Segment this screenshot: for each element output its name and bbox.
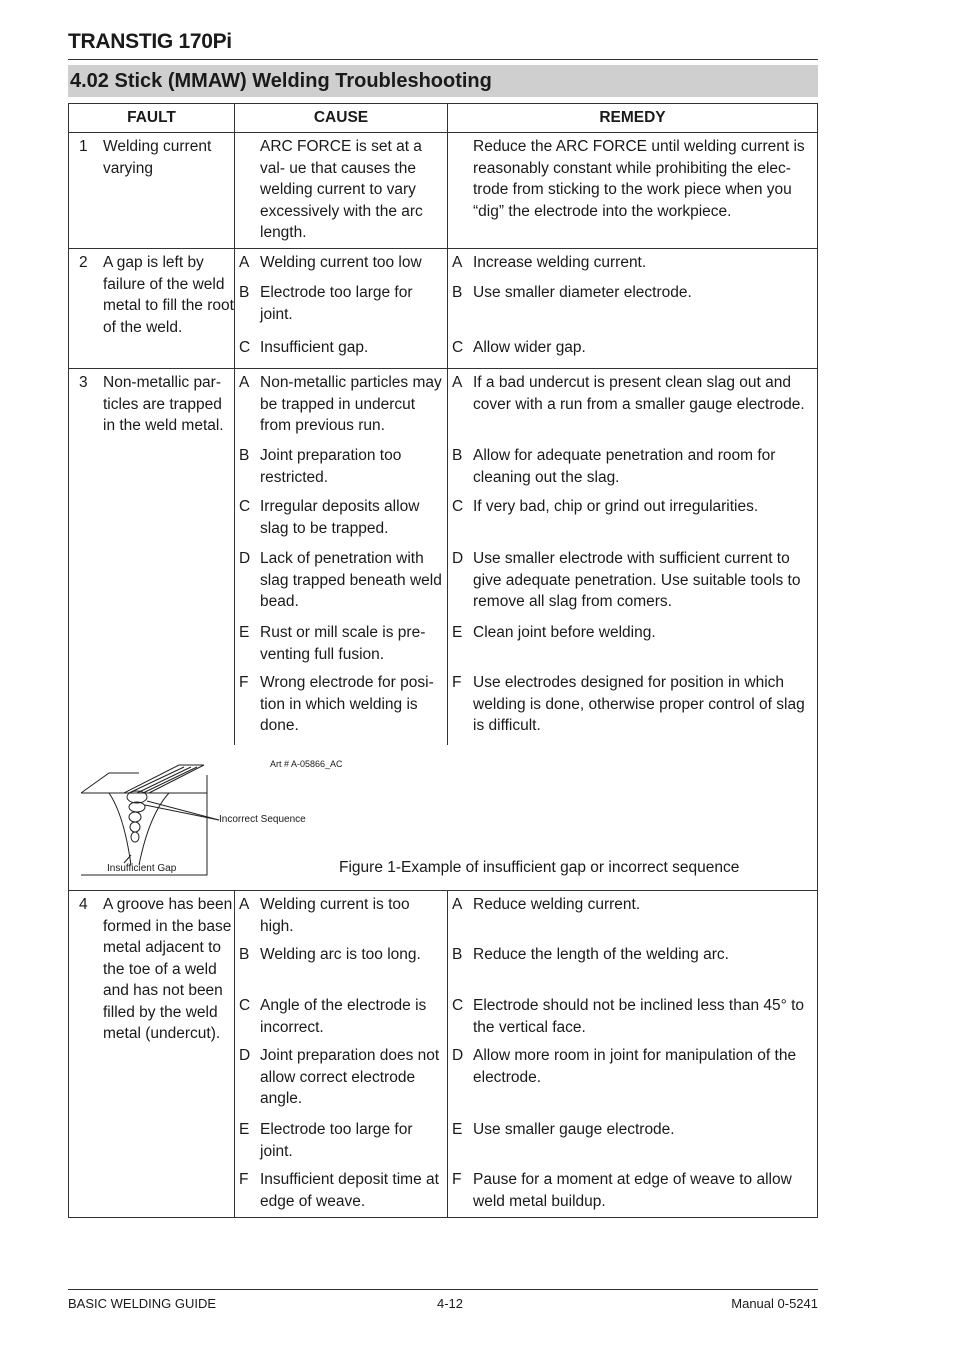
remedy-letter: E bbox=[452, 624, 463, 641]
cause-letter: D bbox=[239, 1047, 251, 1064]
cause-text: Non-metallic particles may be trapped in undercut from previous run. bbox=[260, 374, 442, 434]
remedy-letter: A bbox=[452, 896, 463, 913]
fault-text: A gap is left by failure of the weld metal to fill the root of the weld. bbox=[103, 254, 234, 336]
remedy-item bbox=[448, 136, 817, 246]
remedy-item bbox=[448, 1119, 817, 1169]
cause-item bbox=[235, 622, 447, 672]
remedy-letter: B bbox=[452, 946, 463, 963]
cause-text: ARC FORCE is set at a val- ue that causes the welding current to vary excessively with the arc length. bbox=[260, 138, 423, 241]
fault-entry bbox=[69, 136, 234, 179]
remedy-letter: C bbox=[452, 339, 464, 356]
table-header bbox=[69, 104, 817, 133]
column-header-fault: FAULT bbox=[69, 104, 235, 132]
cause-item bbox=[235, 894, 447, 944]
cause-text: Rust or mill scale is pre- venting full fusion. bbox=[260, 624, 426, 663]
table-row bbox=[69, 891, 817, 1217]
remedy-letter: D bbox=[452, 550, 464, 567]
remedy-cell bbox=[448, 249, 817, 368]
fault-number: 3 bbox=[79, 374, 88, 391]
remedy-text: If very bad, chip or grind out irregularities. bbox=[473, 498, 759, 515]
remedy-item bbox=[448, 1045, 817, 1119]
remedy-item bbox=[448, 445, 817, 496]
footer-rule bbox=[68, 1289, 818, 1290]
troubleshooting-table bbox=[68, 103, 818, 1218]
fault-cell bbox=[69, 891, 235, 1217]
fault-entry bbox=[69, 372, 234, 437]
cause-letter bbox=[235, 136, 260, 246]
cause-item bbox=[235, 136, 447, 246]
cause-item bbox=[235, 1045, 447, 1119]
cause-item bbox=[235, 548, 447, 622]
cause-item bbox=[235, 672, 447, 742]
remedy-item bbox=[448, 995, 817, 1045]
remedy-text: Allow wider gap. bbox=[473, 339, 586, 356]
cause-letter: F bbox=[239, 674, 249, 691]
remedy-letter bbox=[448, 136, 473, 246]
remedy-item bbox=[448, 622, 817, 672]
cause-letter: F bbox=[239, 1171, 249, 1188]
remedy-item bbox=[448, 894, 817, 944]
cause-text: Electrode too large for joint. bbox=[260, 1121, 413, 1160]
cause-item bbox=[235, 1169, 447, 1214]
cause-letter: E bbox=[239, 624, 250, 641]
cause-item bbox=[235, 1119, 447, 1169]
art-number: Art # A-05866_AC bbox=[270, 759, 343, 769]
remedy-text: Reduce welding current. bbox=[473, 896, 641, 913]
figure-caption: Figure 1-Example of insufficient gap or incorrect sequence bbox=[339, 859, 740, 876]
remedy-letter: E bbox=[452, 1121, 463, 1138]
cause-text: Insufficient deposit time at edge of weave. bbox=[260, 1171, 439, 1210]
column-header-remedy: REMEDY bbox=[599, 109, 666, 126]
fault-text: A groove has been formed in the base metal adjacent to the toe of a weld and has not been filled by the weld metal (undercut). bbox=[103, 896, 233, 1042]
remedy-text: Reduce the length of the welding arc. bbox=[473, 946, 729, 963]
remedy-letter: A bbox=[452, 254, 463, 271]
cause-text: Joint preparation does not allow correct electrode angle. bbox=[260, 1047, 440, 1107]
fault-number: 2 bbox=[79, 254, 88, 271]
header-rule bbox=[68, 59, 818, 60]
remedy-item bbox=[448, 252, 817, 282]
fault-cell bbox=[69, 249, 235, 368]
remedy-letter: F bbox=[452, 674, 462, 691]
remedy-item bbox=[448, 282, 817, 337]
cause-letter: A bbox=[239, 254, 250, 271]
remedy-item bbox=[448, 548, 817, 622]
cause-letter: B bbox=[239, 946, 250, 963]
remedy-text: Increase welding current. bbox=[473, 254, 647, 271]
table-row bbox=[69, 249, 817, 369]
fault-entry bbox=[69, 252, 234, 338]
cause-item bbox=[235, 337, 447, 367]
cause-letter: B bbox=[239, 284, 250, 301]
cause-letter: A bbox=[239, 374, 250, 391]
remedy-item bbox=[448, 337, 817, 367]
footer-page-number: 4-12 bbox=[437, 1296, 464, 1311]
fault-cell bbox=[69, 369, 235, 745]
remedy-text: Clean joint before welding. bbox=[473, 624, 656, 641]
cause-item bbox=[235, 282, 447, 337]
remedy-letter: B bbox=[452, 284, 463, 301]
remedy-letter: C bbox=[452, 498, 464, 515]
remedy-text: Pause for a moment at edge of weave to allow weld metal buildup. bbox=[473, 1171, 792, 1210]
cause-text: Welding arc is too long. bbox=[260, 946, 421, 963]
cause-text: Lack of penetration with slag trapped beneath weld bead. bbox=[260, 550, 442, 610]
column-header-cause: CAUSE bbox=[235, 104, 448, 132]
cause-item bbox=[235, 445, 447, 496]
fault-text: Non-metallic par- ticles are trapped in the weld metal. bbox=[103, 374, 224, 434]
cause-text: Welding current too low bbox=[260, 254, 422, 271]
footer-manual-number: Manual 0-5241 bbox=[731, 1296, 818, 1311]
remedy-item bbox=[448, 1169, 817, 1214]
cause-text: Wrong electrode for posi- tion in which welding is done. bbox=[260, 674, 434, 734]
remedy-letter: A bbox=[452, 374, 463, 391]
cause-cell bbox=[235, 369, 448, 745]
fault-number: 4 bbox=[79, 896, 88, 913]
remedy-letter: C bbox=[452, 997, 464, 1014]
remedy-cell bbox=[448, 891, 817, 1217]
cause-item bbox=[235, 252, 447, 282]
remedy-text: Reduce the ARC FORCE until welding current is reasonably constant while prohibiting the elec- trode from sticking to the work piece when you “dig” the electrode into the workpiece. bbox=[473, 138, 805, 220]
cause-item bbox=[235, 995, 447, 1045]
section-title: 4.02 Stick (MMAW) Welding Troubleshooting bbox=[68, 65, 818, 97]
cause-letter: D bbox=[239, 550, 251, 567]
cause-letter: C bbox=[239, 997, 251, 1014]
fault-number: 1 bbox=[79, 138, 88, 155]
brand-title: TRANSTIG 170Pi bbox=[68, 30, 232, 53]
cause-item bbox=[235, 372, 447, 445]
cause-item bbox=[235, 496, 447, 548]
cause-cell bbox=[235, 249, 448, 368]
cause-text: Electrode too large for joint. bbox=[260, 284, 413, 323]
remedy-cell bbox=[448, 369, 817, 745]
fault-entry bbox=[69, 894, 234, 1045]
remedy-cell bbox=[448, 133, 817, 248]
remedy-text: Use smaller gauge electrode. bbox=[473, 1121, 675, 1138]
remedy-item bbox=[448, 372, 817, 445]
remedy-text: Use electrodes designed for position in which welding is done, otherwise proper control of slag is difficult. bbox=[473, 674, 805, 734]
table-row bbox=[69, 369, 817, 745]
remedy-letter: D bbox=[452, 1047, 464, 1064]
remedy-text: Use smaller electrode with sufficient current to give adequate penetration. Use suitable tools to remove all slag from comers. bbox=[473, 550, 801, 610]
figure-panel bbox=[69, 745, 817, 891]
cause-letter: A bbox=[239, 896, 250, 913]
cause-letter: B bbox=[239, 447, 250, 464]
cause-letter: C bbox=[239, 339, 251, 356]
cause-item bbox=[235, 944, 447, 995]
table-row bbox=[69, 133, 817, 249]
cause-text: Joint preparation too restricted. bbox=[260, 447, 402, 486]
cause-letter: C bbox=[239, 498, 251, 515]
cause-text: Angle of the electrode is incorrect. bbox=[260, 997, 427, 1036]
remedy-item bbox=[448, 672, 817, 742]
remedy-text: Allow more room in joint for manipulation of the electrode. bbox=[473, 1047, 797, 1086]
cause-text: Welding current is too high. bbox=[260, 896, 410, 935]
cause-cell bbox=[235, 133, 448, 248]
cause-cell bbox=[235, 891, 448, 1217]
cause-text: Insufficient gap. bbox=[260, 339, 369, 356]
cause-letter: E bbox=[239, 1121, 250, 1138]
remedy-text: Electrode should not be inclined less than 45° to the vertical face. bbox=[473, 997, 805, 1036]
cause-text: Irregular deposits allow slag to be trapped. bbox=[260, 498, 420, 537]
remedy-letter: B bbox=[452, 447, 463, 464]
label-incorrect-sequence: Incorrect Sequence bbox=[219, 814, 306, 825]
fault-cell bbox=[69, 133, 235, 248]
remedy-text: If a bad undercut is present clean slag out and cover with a run from a smaller gauge electrode. bbox=[473, 374, 805, 413]
remedy-item bbox=[448, 944, 817, 995]
footer-left: BASIC WELDING GUIDE bbox=[68, 1296, 217, 1311]
remedy-text: Use smaller diameter electrode. bbox=[473, 284, 692, 301]
fault-text: Welding current varying bbox=[103, 138, 212, 177]
remedy-item bbox=[448, 496, 817, 548]
remedy-letter: F bbox=[452, 1171, 462, 1188]
remedy-text: Allow for adequate penetration and room for cleaning out the slag. bbox=[473, 447, 776, 486]
label-insufficient-gap: Insufficient Gap bbox=[107, 863, 177, 874]
